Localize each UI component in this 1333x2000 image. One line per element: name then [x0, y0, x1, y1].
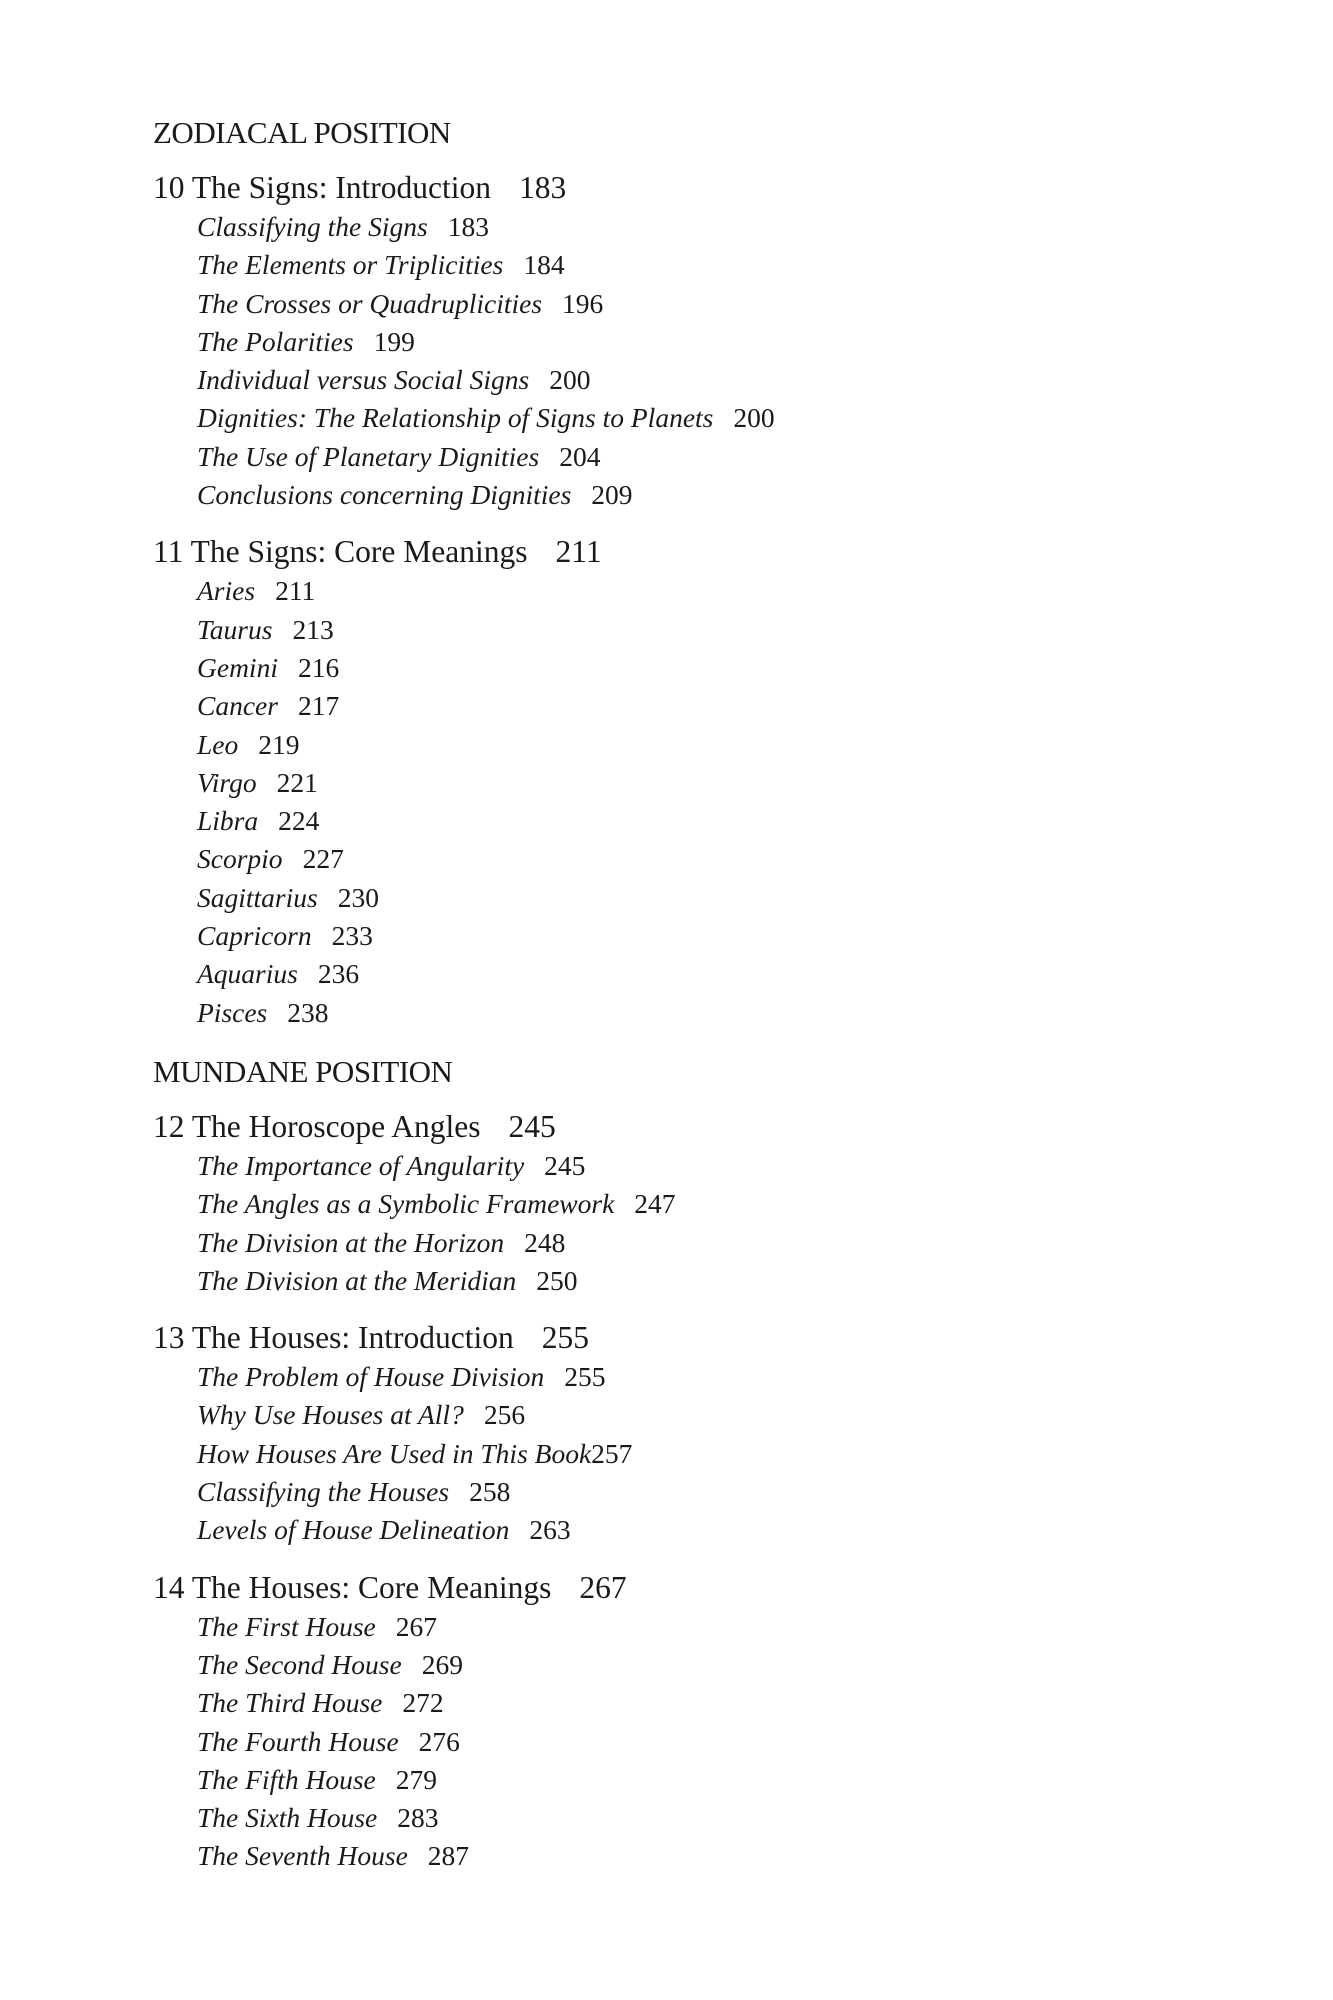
subentry-page-number: 217 — [297, 690, 340, 722]
chapter-number: 11 — [153, 534, 184, 570]
subentry-title: Virgo — [197, 766, 257, 798]
subentry-page-number: 248 — [524, 1226, 566, 1258]
subentry-list — [153, 572, 1253, 1032]
subentry[interactable] — [197, 1646, 1253, 1684]
subentry-title: Capricorn — [197, 920, 312, 952]
subentry[interactable] — [197, 611, 1253, 649]
subentry-page-number: 216 — [297, 651, 340, 683]
chapter-block — [153, 168, 1253, 514]
subentry[interactable] — [197, 1435, 1253, 1473]
table-of-contents — [153, 110, 1253, 1876]
subentry-title: Scorpio — [197, 843, 283, 875]
subentry-title: Aries — [197, 575, 256, 607]
subentry[interactable] — [197, 399, 1253, 437]
subentry-title: Aquarius — [197, 958, 298, 990]
subentry-title: The Third House — [197, 1687, 383, 1719]
subentry-title: The Fifth House — [197, 1763, 376, 1795]
subentry-title: The Use of Planetary Dignities — [197, 440, 540, 472]
subentry-page-number: 200 — [733, 402, 775, 434]
subentry-title: The Problem of House Division — [197, 1361, 545, 1393]
section-heading: MUNDANE POSITION — [153, 1053, 453, 1089]
chapter-entry[interactable] — [153, 168, 1253, 208]
subentry-title: Leo — [197, 728, 239, 760]
subentry-page-number: 221 — [276, 766, 318, 798]
subentry[interactable] — [197, 1837, 1253, 1875]
subentry-title: Gemini — [197, 651, 278, 683]
subentry[interactable] — [197, 1761, 1253, 1799]
subentry-title: The Importance of Angularity — [197, 1149, 525, 1181]
chapter-page-number: 267 — [579, 1569, 627, 1605]
subentry-title: The Fourth House — [197, 1725, 399, 1757]
subentry[interactable] — [197, 840, 1253, 878]
subentry[interactable] — [197, 1147, 1253, 1185]
subentry-page-number: 255 — [564, 1361, 606, 1393]
subentry[interactable] — [197, 1473, 1253, 1511]
subentry-page-number: 247 — [634, 1188, 676, 1220]
chapter-number: 13 — [153, 1320, 185, 1356]
subentry-title: The Second House — [197, 1648, 402, 1680]
subentry[interactable] — [197, 802, 1253, 840]
chapter-page-number: 245 — [508, 1108, 556, 1144]
subentry[interactable] — [197, 1799, 1253, 1837]
subentry-page-number: 233 — [331, 920, 373, 952]
subentry-page-number: 272 — [402, 1687, 444, 1719]
subentry-title: Dignities: The Relationship of Signs to Planets — [197, 402, 714, 434]
subentry-title: Classifying the Signs — [197, 211, 428, 242]
subentry[interactable] — [197, 361, 1253, 399]
chapter-title: The Houses: Core Meanings — [191, 1569, 552, 1605]
subentry[interactable] — [197, 1262, 1253, 1300]
subentry-page-number: 213 — [292, 613, 334, 645]
subentry[interactable] — [197, 1185, 1253, 1223]
subentry-page-number: 236 — [317, 958, 360, 990]
chapter-title: The Signs: Core Meanings — [190, 534, 528, 570]
subentry-title: The Elements or Triplicities — [197, 249, 504, 281]
chapter-number: 12 — [153, 1108, 185, 1144]
subentry[interactable] — [197, 764, 1253, 802]
subentry-title: The Division at the Horizon — [197, 1226, 505, 1258]
subentry-page-number: 204 — [559, 440, 601, 472]
subentry[interactable] — [197, 476, 1253, 514]
subentry[interactable] — [197, 1608, 1253, 1646]
subentry-page-number: 267 — [395, 1610, 437, 1642]
subentry-page-number: 224 — [278, 805, 320, 837]
subentry-title: Why Use Houses at All? — [197, 1399, 464, 1431]
subentry[interactable] — [197, 1684, 1253, 1722]
subentry-page-number: 257 — [591, 1437, 633, 1469]
subentry-title: The Sixth House — [197, 1802, 378, 1834]
subentry[interactable] — [197, 687, 1253, 725]
subentry-page-number: 258 — [469, 1476, 511, 1508]
subentry-title: Individual versus Social Signs — [197, 364, 530, 396]
subentry[interactable] — [197, 246, 1253, 284]
subentry-page-number: 230 — [337, 881, 379, 913]
subentry-page-number: 287 — [427, 1840, 470, 1872]
section-heading: ZODIACAL POSITION — [153, 115, 451, 150]
chapter-page-number: 183 — [519, 170, 567, 205]
subentry-page-number: 245 — [544, 1149, 586, 1181]
subentry[interactable] — [197, 917, 1253, 955]
chapter-block — [153, 1318, 1253, 1549]
subentry-page-number: 219 — [258, 728, 300, 760]
subentry-list — [153, 208, 1253, 514]
subentry-title: Levels of House Delineation — [197, 1514, 510, 1546]
subentry-title: The Angles as a Symbolic Framework — [197, 1188, 615, 1220]
subentry[interactable] — [197, 1723, 1253, 1761]
chapter-number: 10 — [153, 170, 185, 205]
subentry-title: The Division at the Meridian — [197, 1264, 517, 1296]
subentry-title: Cancer — [197, 690, 278, 722]
subentry[interactable] — [197, 438, 1253, 476]
subentry[interactable] — [197, 1358, 1253, 1396]
subentry-title: The Polarities — [197, 325, 354, 357]
subentry-title: Conclusions concerning Dignities — [197, 479, 572, 511]
subentry-page-number: 256 — [483, 1399, 526, 1431]
subentry[interactable] — [197, 285, 1253, 323]
subentry-title: The First House — [197, 1610, 376, 1642]
subentry-page-number: 184 — [523, 249, 565, 281]
subentry-page-number: 196 — [562, 287, 604, 319]
subentry-page-number: 250 — [536, 1264, 578, 1296]
subentry[interactable] — [197, 879, 1253, 917]
chapter-page-number: 255 — [541, 1320, 589, 1356]
subentry-page-number: 276 — [418, 1725, 460, 1757]
subentry-page-number: 227 — [302, 843, 344, 875]
chapter-page-number: 211 — [555, 534, 602, 570]
subentry-list — [153, 1147, 1253, 1300]
subentry[interactable] — [197, 208, 1253, 246]
chapter-title: The Horoscope Angles — [191, 1108, 481, 1144]
subentry-title: Classifying the Houses — [197, 1476, 450, 1508]
chapter-block — [153, 1107, 1253, 1300]
subentry[interactable] — [197, 726, 1253, 764]
subentry-page-number: 199 — [373, 325, 415, 357]
subentry-title: Pisces — [197, 996, 268, 1028]
subentry-page-number: 209 — [591, 479, 633, 511]
subentry[interactable] — [197, 955, 1253, 993]
subentry-title: Libra — [197, 805, 259, 837]
subentry-list — [153, 1608, 1253, 1876]
subentry-title: Sagittarius — [197, 881, 318, 913]
chapter-block — [153, 532, 1253, 1032]
chapter-title: The Signs: Introduction — [191, 170, 492, 205]
subentry[interactable] — [197, 649, 1253, 687]
subentry-title: The Crosses or Quadruplicities — [197, 287, 543, 319]
chapter-entry[interactable] — [153, 1568, 1253, 1608]
subentry[interactable] — [197, 994, 1253, 1032]
chapter-entry[interactable] — [153, 1318, 1253, 1358]
subentry[interactable] — [197, 1396, 1253, 1434]
subentry-page-number: 279 — [395, 1763, 437, 1795]
subentry-page-number: 211 — [275, 575, 316, 607]
subentry-title: Taurus — [197, 613, 273, 645]
chapter-entry[interactable] — [153, 1107, 1253, 1147]
subentry-list — [153, 1358, 1253, 1549]
subentry-page-number: 183 — [447, 211, 489, 242]
subentry-page-number: 269 — [421, 1648, 463, 1680]
chapter-block — [153, 1568, 1253, 1876]
chapter-title: The Houses: Introduction — [191, 1320, 514, 1356]
subentry-page-number: 283 — [397, 1802, 439, 1834]
subentry-page-number: 200 — [549, 364, 591, 396]
subentry-title: How Houses Are Used in This Book — [197, 1437, 592, 1469]
subentry-page-number: 263 — [529, 1514, 571, 1546]
subentry[interactable] — [197, 1511, 1253, 1549]
subentry[interactable] — [197, 323, 1253, 361]
subentry[interactable] — [197, 1224, 1253, 1262]
subentry-title: The Seventh House — [197, 1840, 408, 1872]
subentry-page-number: 238 — [287, 996, 329, 1028]
chapter-entry[interactable] — [153, 532, 1253, 572]
subentry[interactable] — [197, 572, 1253, 610]
chapter-number: 14 — [153, 1569, 185, 1605]
